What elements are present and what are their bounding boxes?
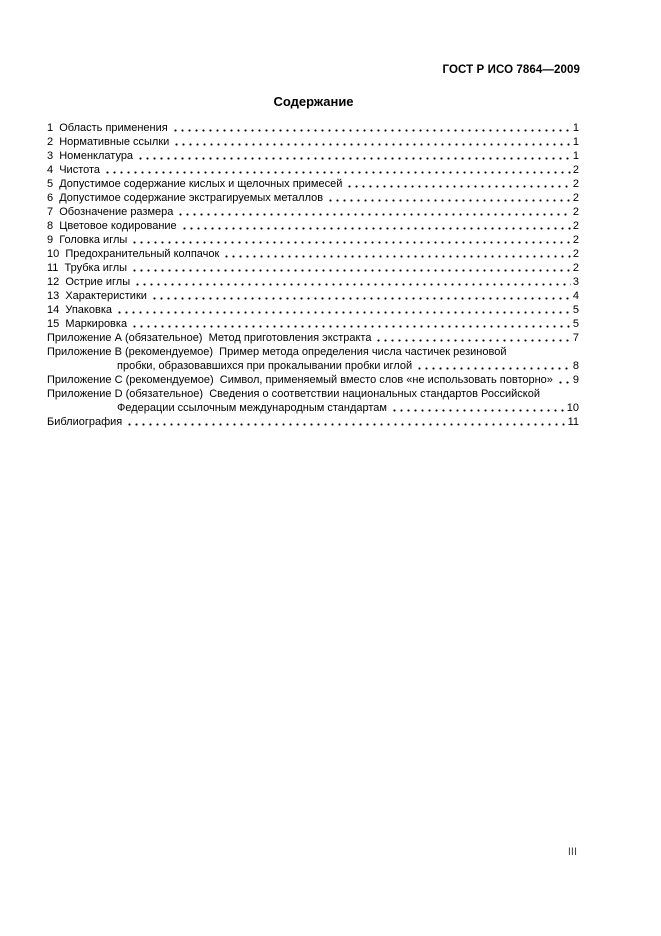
toc-entry	[47, 275, 579, 289]
dot-leader	[223, 247, 571, 261]
toc-entry-page: 5	[572, 318, 579, 330]
toc-entry	[47, 121, 579, 135]
toc-entry	[47, 149, 579, 163]
toc-entry-bibliography	[47, 415, 579, 429]
toc-entry-page: 4	[572, 290, 579, 302]
toc-entry	[47, 163, 579, 177]
toc-entry	[47, 261, 579, 275]
toc-entry	[47, 289, 579, 303]
toc-entry-label: 15 Маркировка	[47, 318, 128, 330]
dot-leader	[131, 317, 571, 331]
toc-entry-page: 5	[572, 304, 579, 316]
dot-leader	[137, 149, 571, 163]
toc-entry-page: 2	[572, 178, 579, 190]
toc-entry-appendix-a	[47, 331, 579, 345]
dot-leader	[173, 135, 571, 149]
toc-entry-label: Библиография	[47, 416, 123, 428]
dot-leader	[557, 373, 571, 387]
dot-leader	[116, 303, 571, 317]
dot-leader	[391, 401, 565, 415]
toc-entry-label: 2 Нормативные ссылки	[47, 136, 170, 148]
toc-entry	[47, 135, 579, 149]
dot-leader	[172, 121, 571, 135]
toc-entry-label: 8 Цветовое кодирование	[47, 220, 177, 232]
toc-entry-page: 2	[572, 220, 579, 232]
toc-entry-label: Приложение С (рекомендуемое) Символ, применяемый вместо слов «не использовать повторно»	[47, 374, 553, 386]
dot-leader	[327, 191, 571, 205]
folio-page-number: III	[567, 846, 577, 858]
toc-entry-label: 12 Острие иглы	[47, 276, 131, 288]
toc-entry	[47, 219, 579, 233]
toc-entry-label: 3 Номенклатура	[47, 150, 134, 162]
dot-leader	[126, 415, 565, 429]
toc-entry-page: 2	[572, 164, 579, 176]
toc-entry	[47, 233, 579, 247]
dot-leader	[346, 177, 570, 191]
toc-entry-appendix-c	[47, 373, 579, 387]
toc-entry-label: Федерации ссылочным международным стандартам	[117, 402, 387, 414]
toc-entry-label: 9 Головка иглы	[47, 234, 128, 246]
toc-entry-label: 5 Допустимое содержание кислых и щелочных примесей	[47, 178, 343, 190]
toc-entry-appendix-b-line1	[47, 345, 579, 359]
standard-designation: ГОСТ Р ИСО 7864—2009	[442, 64, 580, 76]
table-of-contents	[47, 121, 579, 429]
toc-entry-label: Приложение D (обязательное) Сведения о соответствии национальных стандартов Российской	[47, 388, 540, 400]
toc-entry-label: 10 Предохранительный колпачок	[47, 248, 220, 260]
toc-entry-label: 11 Трубка иглы	[47, 262, 128, 274]
toc-entry-label: Приложение В (рекомендуемое) Пример метода определения числа частичек резиновой	[47, 346, 507, 358]
toc-entry-label: 13 Характеристики	[47, 290, 147, 302]
toc-entry	[47, 205, 579, 219]
toc-entry-page: 7	[572, 332, 579, 344]
dot-leader	[134, 275, 571, 289]
toc-entry	[47, 317, 579, 331]
dot-leader	[151, 289, 571, 303]
toc-entry-page: 1	[572, 136, 579, 148]
toc-entry-label: 7 Обозначение размера	[47, 206, 174, 218]
toc-entry-page: 2	[572, 248, 579, 260]
toc-entry-page: 1	[572, 122, 579, 134]
toc-entry-appendix-d-line1	[47, 387, 579, 401]
toc-entry-page: 8	[572, 360, 579, 372]
toc-entry-page: 2	[572, 234, 579, 246]
toc-entry-appendix-d-line2	[47, 401, 579, 415]
dot-leader	[416, 359, 571, 373]
dot-leader	[131, 261, 571, 275]
toc-entry-page: 2	[572, 206, 579, 218]
toc-entry-page: 9	[572, 374, 579, 386]
toc-entry	[47, 191, 579, 205]
toc-entry-page: 2	[572, 262, 579, 274]
dot-leader	[177, 205, 570, 219]
toc-entry-label: Приложение А (обязательное) Метод приготовления экстракта	[47, 332, 372, 344]
toc-entry	[47, 177, 579, 191]
toc-entry-label: 1 Область применения	[47, 122, 168, 134]
toc-entry-label: 14 Упаковка	[47, 304, 112, 316]
page-title: Содержание	[273, 94, 354, 109]
toc-entry-page: 3	[572, 276, 579, 288]
toc-entry	[47, 247, 579, 261]
dot-leader	[104, 163, 571, 177]
toc-entry-page: 2	[572, 192, 579, 204]
toc-entry-appendix-b-line2	[47, 359, 579, 373]
toc-entry-label: пробки, образовавшихся при прокалывании пробки иглой	[117, 360, 413, 372]
dot-leader	[375, 331, 570, 345]
toc-entry-label: 6 Допустимое содержание экстрагируемых металлов	[47, 192, 324, 204]
dot-leader	[131, 233, 571, 247]
toc-entry-page: 11	[567, 416, 579, 428]
toc-entry-page: 1	[572, 150, 579, 162]
toc-entry	[47, 303, 579, 317]
dot-leader	[181, 219, 571, 233]
toc-entry-page: 10	[566, 402, 579, 414]
toc-entry-label: 4 Чистота	[47, 164, 101, 176]
